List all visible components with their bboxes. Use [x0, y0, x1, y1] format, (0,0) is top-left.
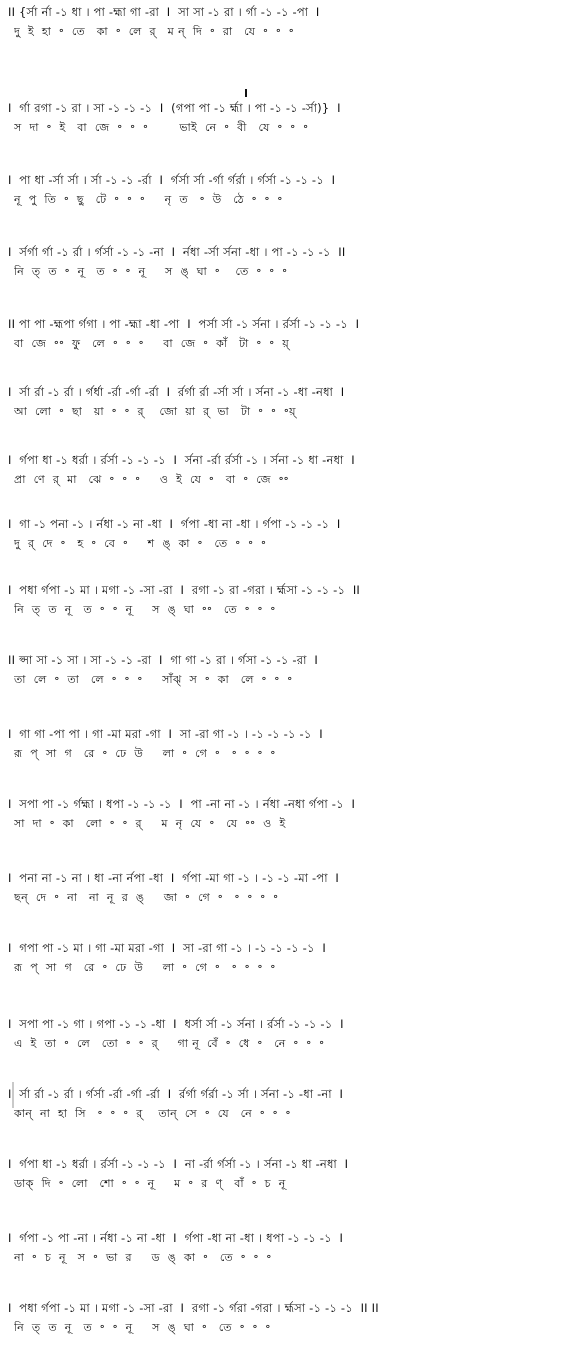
swara-row: I পধা র্গপা -১ মা । মগা -১ -সা -রা I রগা -১ রা -গরা । র্হ্মসা -১ -১ -১ II	[8, 583, 361, 597]
notation-line-15	[8, 1016, 574, 1072]
swara-row: I র্গপা ধা -১ ধর্রা । র্রর্সা -১ -১ -১ I না -র্রা র্গর্সা -১ । র্সনা -১ ধা -নধা I	[8, 1157, 349, 1171]
notation-line-12	[8, 796, 574, 852]
notation-line-2	[8, 100, 574, 156]
stray-mark	[245, 89, 247, 97]
notation-line-4	[8, 244, 574, 300]
lyric-row: রূ প্ সা গ রে ॰ ঢে উ লা ॰ গে ॰ ॰ ॰ ॰ ॰	[14, 747, 276, 760]
notation-line-7	[8, 452, 574, 508]
notation-line-16	[8, 1086, 574, 1142]
lyric-row: নি ত্ ত ॰ নূ ত ॰ ॰ নূ স ঙ্ ঘা ॰ তে ॰ ॰ ॰	[14, 265, 288, 278]
swara-row: I র্গপা -১ পা -না । র্নধা -১ না -ধা I র্গপা -ধা না -ধা । ধপা -১ -১ -১ I	[8, 1231, 344, 1245]
lyric-row: নি ত্ ত নূ ত ॰ ॰ নূ স ঙ্ ঘা ॰॰ তে ॰ ॰ ॰	[14, 603, 276, 616]
lyric-row: ডাক্ দি ॰ লো শো ॰ ॰ নূ ম ॰ র ণ্ বাঁ ॰ চ নূ	[14, 1177, 286, 1190]
swara-row: I র্সর্গা র্গা -১ র্রা । র্গর্সা -১ -১ -না I র্নধা -র্সা র্সনা -ধা । পা -১ -১ -১ II	[8, 245, 346, 259]
notation-line-17	[8, 1156, 574, 1212]
notation-line-5	[8, 316, 574, 372]
notation-line-3	[8, 172, 574, 228]
swara-row: I গা -১ পনা -১ । র্নধা -১ না -ধা I র্গপা -ধা না -ধা । র্গপা -১ -১ -১ I	[8, 517, 341, 531]
lyric-row: তা লে ॰ তা লে ॰ ॰ ॰ সাঁঝ্ স ॰ কা লে ॰ ॰ ॰	[14, 673, 293, 686]
swara-row: I র্সা র্রা -১ র্রা । র্গর্সা -র্রা -র্গা -র্রা I র্রর্গা র্গর্রা -১ র্সা । র্সনা -১ -ধা -না I	[8, 1087, 344, 1101]
notation-line-11	[8, 726, 574, 782]
swara-row: I র্সা র্রা -১ র্রা । র্গর্ধা -র্রা -র্গা -র্রা I র্রর্গা র্রা -র্সা র্সা । র্সনা -১ -ধা -নধা I	[8, 385, 345, 399]
lyric-row: রূ প্ সা গ রে ॰ ঢে উ লা ॰ গে ॰ ॰ ॰ ॰ ॰	[14, 961, 276, 974]
notation-line-14	[8, 940, 574, 996]
swara-row: II {র্সা র্না -১ ধা । পা -হ্মা গা -রা I সা সা -১ রা । র্গা -১ -১ -পা I	[8, 5, 320, 19]
lyric-row: কান্ না হা সি ॰ ॰ ॰ র্ তান্ সে ॰ যে নে ॰ ॰ ॰	[14, 1107, 291, 1120]
swara-row: I সপা পা -১ র্গহ্মা । ধপা -১ -১ -১ I পা -না না -১ । র্নধা -নধা র্গপা -১ I	[8, 797, 356, 811]
lyric-row: নূ পু তি ॰ ছু টে ॰ ॰ ॰ নৃ ত ॰ উ ঠে ॰ ॰ ॰	[14, 193, 283, 206]
notation-line-18	[8, 1230, 574, 1286]
lyric-row: ছন্ দে ॰ না না নূ র ঙ্ জা ॰ গে ॰ ॰ ॰ ॰ ॰	[14, 891, 279, 904]
lyric-row: না ॰ চ নূ স ॰ ভা র ড ঙ্ কা ॰ তে ॰ ॰ ॰	[14, 1251, 272, 1264]
notation-line-13	[8, 870, 574, 926]
swara-row: II পা পা -হ্মপা র্গগা । পা -হ্মা -ধা -পা I পর্সা র্সা -১ র্সনা । র্রর্সা -১ -১ -১ I	[8, 317, 360, 331]
swara-row: I পনা না -১ না । ধা -না র্নপা -ধা I র্গপা -মা গা -১ । -১ -১ -মা -পা I	[8, 871, 340, 885]
swara-row: I পা ধা -র্সা র্সা । র্সা -১ -১ -র্রা I র্গর্সা র্সা -র্গা র্গর্রা । র্গর্সা -১ -১ -১ I	[8, 173, 336, 187]
lyric-row: নি ত্ ত নূ ত ॰ ॰ নূ স ঙ্ ঘা ॰ তে ॰ ॰ ॰	[14, 1321, 271, 1334]
lyric-row: সা দা ॰ কা লো ॰ ॰ র্ ম নৃ যে ॰ যে ॰॰ ও ই	[14, 817, 286, 830]
notation-line-8	[8, 516, 574, 572]
lyric-row: এ ই তা ॰ লে তো ॰ ॰ র্ গা নূ বেঁ ॰ ধে ॰ নে ॰ ॰ ॰	[14, 1037, 325, 1050]
notation-line-19	[8, 1300, 574, 1356]
notation-line-10	[8, 652, 574, 708]
swara-row: II প্সা সা -১ সা । সা -১ -১ -রা I গা গা -১ রা । র্গসা -১ -১ -রা I	[8, 653, 318, 667]
swara-row: I র্গা রগা -১ রা । সা -১ -১ -১ I (গপা পা -১ র্হ্মা । পা -১ -১ -র্সা)} I	[8, 101, 341, 115]
lyric-row: প্রা ণে র্ মা ঝে ॰ ॰ ॰ ও ই যে ॰ বা ॰ জে ॰॰	[14, 473, 289, 486]
swara-row: I পধা র্গপা -১ মা । মগা -১ -সা -রা I রগা -১ র্গরা -গরা । র্হ্মসা -১ -১ -১ II II	[8, 1301, 379, 1315]
lyric-row: বা জে ॰॰ ফু লে ॰ ॰ ॰ বা জে ॰ কাঁ টা ॰ ॰ য়্	[14, 337, 290, 350]
notation-line-6	[8, 384, 574, 440]
swara-row: I র্গপা ধা -১ ধর্রা । র্রর্সা -১ -১ -১ I র্সনা -র্রা র্রর্সা -১ । র্সনা -১ ধা -নধা I	[8, 453, 355, 467]
lyric-row: দু ই হা ॰ তে কা ॰ লে র্ ম ন্ দি ॰ রা যে ॰ ॰ ॰	[14, 25, 295, 38]
swara-row: I গা গা -পা পা । গা -মা মরা -গা I সা -রা গা -১ । -১ -১ -১ -১ I	[8, 727, 323, 741]
notation-line-9	[8, 582, 574, 638]
swara-row: I সপা পা -১ গা । গপা -১ -১ -ধা I ধর্সা র্সা -১ র্সনা । র্রর্সা -১ -১ -১ I	[8, 1017, 344, 1031]
swara-row: I গপা পা -১ মা । গা -মা মরা -গা I সা -রা গা -১ । -১ -১ -১ -১ I	[8, 941, 326, 955]
lyric-row: দু র্ দে ॰ হ ॰ বে ॰ শ ঙ্ কা ॰ তে ॰ ॰ ॰	[14, 537, 267, 550]
notation-line-1	[8, 4, 574, 60]
lyric-row: আ লো ॰ ছা য়া ॰ ॰ র্ জো য়া র্ ভা টা ॰ ॰ ॰য়্	[14, 405, 296, 418]
lyric-row: স দা ॰ ই বা জে ॰ ॰ ॰ ভাই নে ॰ বী যে ॰ ॰ ॰	[14, 121, 309, 134]
